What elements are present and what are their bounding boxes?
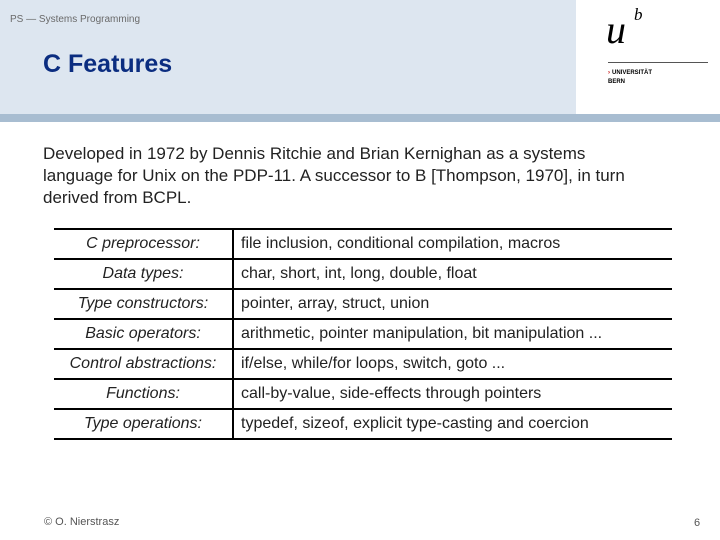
intro-paragraph: Developed in 1972 by Dennis Ritchie and Brian Kernighan as a systems language for Unix on the PDP-11. A successor to B [Thompson, 1970], in turn derived from BCPL. [43, 144, 625, 207]
feature-description: call-by-value, side-effects through pointers [233, 379, 672, 409]
university-logo [596, 4, 708, 96]
feature-term: Functions: [54, 379, 233, 409]
feature-term: C preprocessor: [54, 229, 233, 259]
logo-rule [608, 62, 708, 63]
table-row [54, 349, 672, 379]
feature-term: Type constructors: [54, 289, 233, 319]
feature-description: if/else, while/for loops, switch, goto ... [233, 349, 672, 379]
page-number: 6 [694, 517, 701, 529]
feature-term: Control abstractions: [54, 349, 233, 379]
feature-description: file inclusion, conditional compilation, macros [233, 229, 672, 259]
header-divider [0, 114, 720, 122]
logo-letter-b: b [634, 5, 643, 24]
features-table [54, 228, 672, 440]
slide-title: C Features [43, 50, 173, 78]
table-row [54, 229, 672, 259]
feature-description: pointer, array, struct, union [233, 289, 672, 319]
feature-term: Basic operators: [54, 319, 233, 349]
table-row [54, 259, 672, 289]
copyright-notice: © O. Nierstrasz [44, 516, 120, 528]
feature-term: Data types: [54, 259, 233, 289]
feature-description: arithmetic, pointer manipulation, bit manipulation ... [233, 319, 672, 349]
logo-mark-icon: › [608, 70, 610, 76]
feature-term: Type operations: [54, 409, 233, 439]
feature-description: char, short, int, long, double, float [233, 259, 672, 289]
logo-name-line1: UNIVERSITÄT [612, 70, 653, 76]
table-row [54, 409, 672, 439]
course-label: PS — Systems Programming [10, 14, 141, 25]
table-row [54, 379, 672, 409]
logo-letter-u: u [606, 7, 626, 52]
table-row [54, 319, 672, 349]
logo-university-name [608, 69, 698, 87]
logo-name-line2: BERN [608, 79, 626, 85]
feature-description: typedef, sizeof, explicit type-casting and coercion [233, 409, 672, 439]
table-row [54, 289, 672, 319]
